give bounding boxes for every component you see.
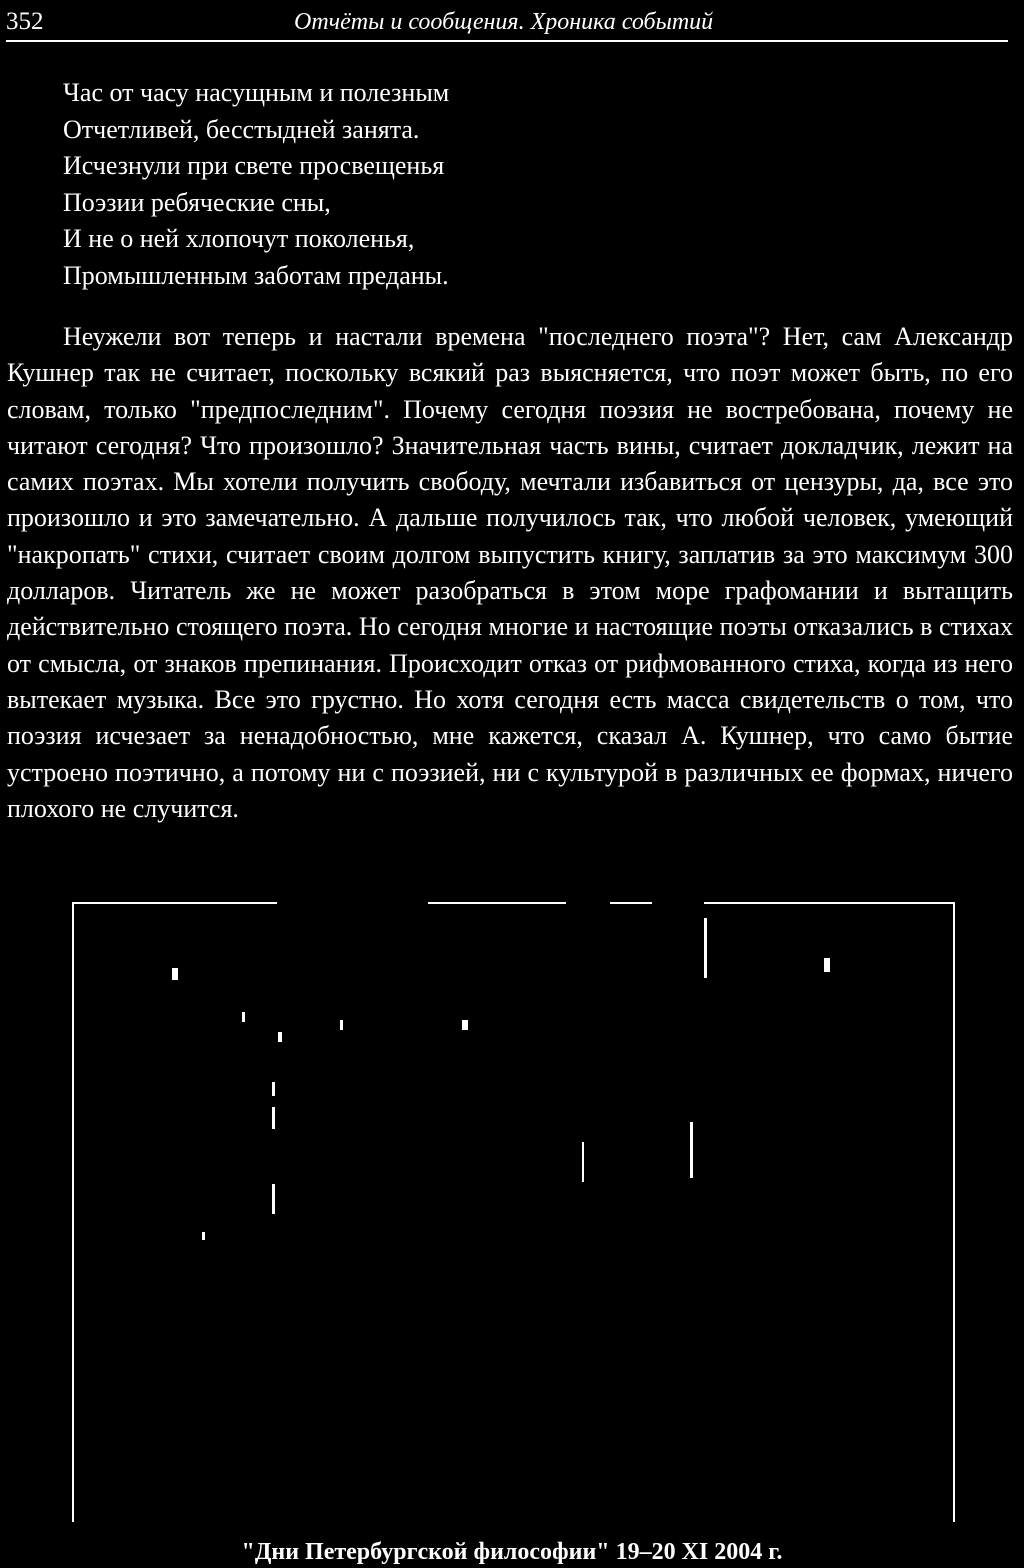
photo-speck <box>582 1142 584 1182</box>
photo-speck <box>824 958 830 972</box>
photo-border <box>72 902 74 1522</box>
photo-speck <box>272 1082 275 1096</box>
poem-line: Час от часу насущным и полезным <box>63 78 450 107</box>
photo-speck <box>340 1020 343 1030</box>
body-paragraph: Неужели вот теперь и настали времена "последнего поэта"? Нет, сам Александр Кушнер так не считает, поскольку всякий раз выясняется, что поэт может быть, по его словам, только "предпоследним". Почему сегодня поэзия не востребована, почему не читают сегодня? Что произошло? Значительная часть вины, считает докладчик, лежит на самих поэтах. Мы хотели получить свободу, мечтали избавиться от цензуры, да, все это произошло и это замечательно. А дальше получилось так, что любой человек, умеющий "накропать" стихи, считает своим долгом выпустить книгу, заплатив за это максимум 300 долларов. Читатель же не может разобраться в этом море графомании и вытащить действительно стоящего поэта. Но сегодня многие и настоящие поэты отказались в стихах от смысла, от знаков препинания. Происходит отказ от рифмованного стиха, когда из него вытекает музыка. Все это грустно. Но хотя сегодня есть масса свидетельств о том, что поэзия исчезает за ненадобностью, мне кажется, сказал А. Кушнер, что само бытие устроено поэтично, а потому ни с поэзией, ни с культурой в различных ее формах, ничего плохого не случится. <box>7 322 1013 823</box>
photo-border <box>610 902 652 904</box>
photo-speck <box>242 1012 245 1022</box>
photo-speck <box>462 1020 468 1030</box>
poem-line: Исчезнули при свете просвещенья <box>63 151 445 180</box>
photo-border <box>428 902 566 904</box>
poem-line: Промышленным заботам преданы. <box>63 260 449 290</box>
photo-speck <box>704 918 707 978</box>
page-header <box>6 4 1008 38</box>
photo-speck <box>272 1107 275 1129</box>
photo-caption: "Дни Петербургской философии" 19–20 XI 2004 г. <box>241 1539 783 1565</box>
poem-line: Поэзии ребяческие сны, <box>63 187 331 217</box>
photo-speck <box>272 1184 275 1214</box>
header-rule <box>6 40 1008 42</box>
poem-line: Отчетливей, бесстыдней занята. <box>63 114 420 144</box>
photo-border <box>953 902 955 1522</box>
photo-speck <box>690 1122 693 1178</box>
page-number: 352 <box>6 8 44 35</box>
poem-quote <box>63 75 963 294</box>
running-title: Отчёты и сообщения. Хроника событий <box>294 9 714 35</box>
event-photo <box>72 902 955 1525</box>
photo-border <box>72 902 277 904</box>
photo-border <box>704 902 955 904</box>
photo-speck <box>172 968 178 980</box>
photo-speck <box>202 1232 205 1240</box>
poem-line: И не о ней хлопочут поколенья, <box>63 224 415 253</box>
photo-speck <box>278 1032 282 1042</box>
